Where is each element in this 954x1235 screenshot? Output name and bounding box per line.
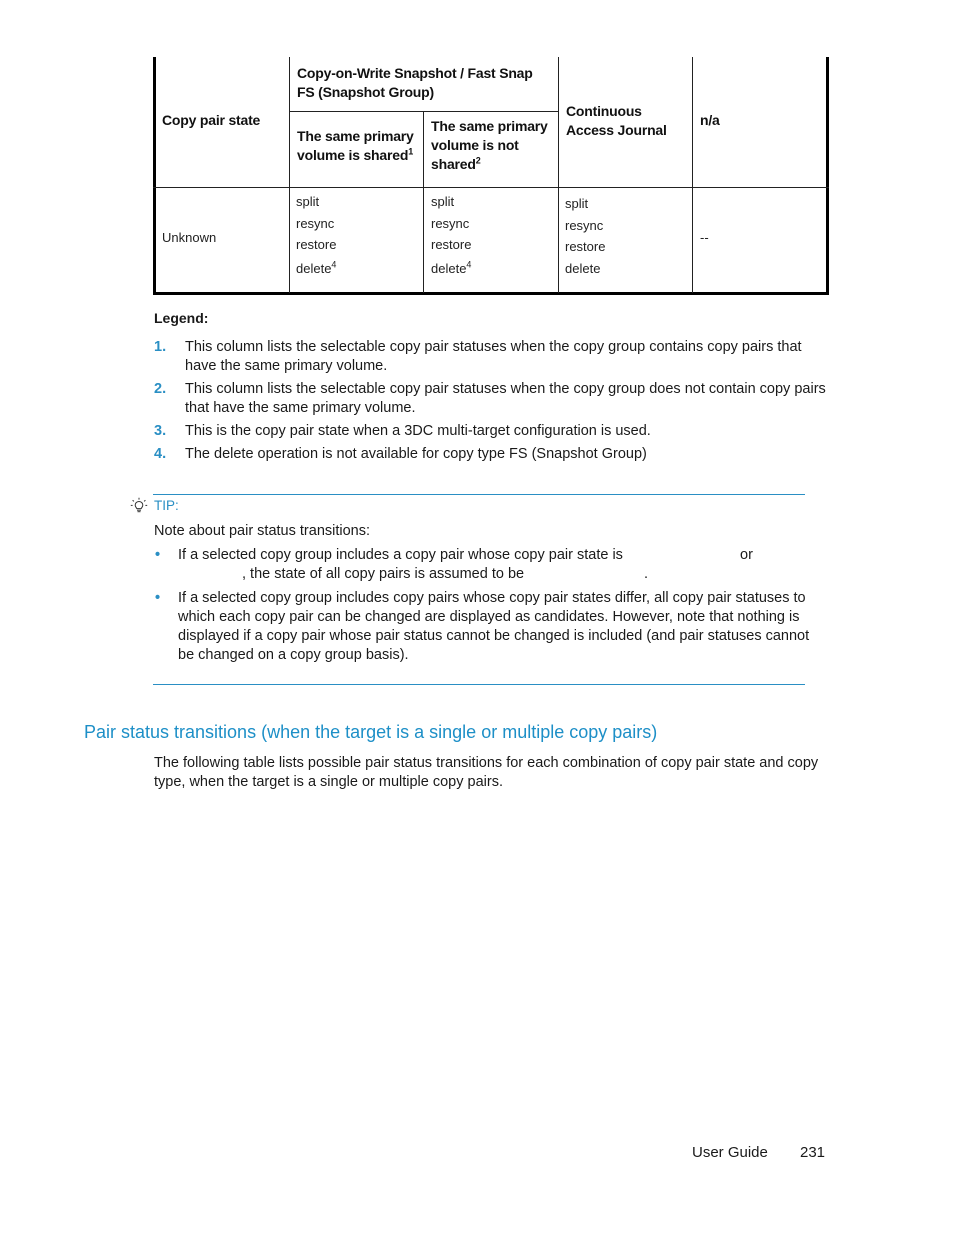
legend-item: 1. This column lists the selectable copy pair statuses when the copy group contains copy pairs that have the same primary volume. xyxy=(154,339,802,374)
tip-bullet-text: or xyxy=(740,547,753,563)
table-col-line xyxy=(289,57,290,293)
tip-bullet xyxy=(154,546,814,584)
op-item: split xyxy=(296,194,320,209)
op-item: restore xyxy=(431,237,472,252)
page-number: 231 xyxy=(800,1144,826,1161)
op-item: resync xyxy=(431,215,470,231)
tip-bullet-text: If a selected copy group includes copy pairs whose copy pair states differ, all copy pair statuses to which each copy pair can be changed are displayed as candidates. However, note that nothing is displayed if a copy pair whose pair status cannot be changed is included (and pair statuses cannot be changed on a copy group basis). xyxy=(178,590,810,663)
legend-item: 2. This column lists the selectable copy pair statuses when the copy group does not contain copy pairs that have the same primary volume. xyxy=(154,381,826,416)
header-cow-snapshot-group: Copy-on-Write Snapshot / Fast Snap FS (Snapshot Group) xyxy=(297,65,533,100)
section-body: The following table lists possible pair status transitions for each combination of copy pair state and copy type, when the target is a single or multiple copy pairs. xyxy=(154,755,819,790)
table-col-line xyxy=(692,57,693,293)
op-item: restore xyxy=(565,239,606,254)
table-border-left xyxy=(153,57,156,295)
tip-rule-top xyxy=(153,494,805,495)
cell-state: Unknown xyxy=(162,230,217,245)
section-heading: Pair status transitions (when the target is a single or multiple copy pairs) xyxy=(84,722,658,742)
copy-pair-state-table xyxy=(153,57,829,295)
tip-bullet-text: , the state of all copy pairs is assumed to be xyxy=(242,566,525,582)
header-continuous-access-journal: Continuous Access Journal xyxy=(566,103,667,138)
header-shared: The same primary volume is shared$^1$ xyxy=(297,128,414,163)
op-item: delete$^4$ xyxy=(296,259,337,276)
op-item: delete xyxy=(565,260,601,276)
table-header-divider xyxy=(153,187,829,188)
tip-rule-bottom xyxy=(153,684,805,685)
op-item: delete$^4$ xyxy=(431,259,472,276)
header-na: n/a xyxy=(700,112,720,128)
legend-title: Legend: xyxy=(154,310,209,326)
legend-list xyxy=(154,338,834,468)
bullet-icon: • xyxy=(155,547,161,563)
header-not-shared: The same primary volume is not shared$^2$ xyxy=(431,118,548,172)
op-item: resync xyxy=(296,215,335,231)
cell-shared-ops xyxy=(296,191,336,279)
tip-bullet xyxy=(154,589,814,665)
footer-label: User Guide xyxy=(692,1144,768,1161)
header-copy-pair-state: Copy pair state xyxy=(162,112,261,128)
legend-item: 3. This is the copy pair state when a 3DC multi-target configuration is used. xyxy=(154,423,651,439)
cell-ca-ops xyxy=(565,193,605,279)
tip-note: Note about pair status transitions: xyxy=(154,523,371,539)
table-col-line xyxy=(558,57,559,293)
table-border-bottom xyxy=(153,292,829,295)
cell-not-shared-ops xyxy=(431,191,471,279)
op-item: split xyxy=(565,196,589,211)
cell-na: -- xyxy=(700,230,709,245)
op-item: split xyxy=(431,194,455,209)
tip-list xyxy=(154,546,814,670)
table-border-right xyxy=(826,57,829,295)
legend-item: 4. The delete operation is not available for copy type FS (Snapshot Group) xyxy=(154,446,647,462)
tip-label: TIP: xyxy=(154,498,179,513)
bullet-icon: • xyxy=(155,590,161,606)
table-col-line xyxy=(423,111,424,293)
tip-bullet-text: If a selected copy group includes a copy pair whose copy pair state is xyxy=(178,547,623,563)
op-item: resync xyxy=(565,217,604,233)
lightbulb-icon xyxy=(130,497,148,515)
tip-bullet-text: . xyxy=(644,566,649,582)
op-item: restore xyxy=(296,237,337,252)
